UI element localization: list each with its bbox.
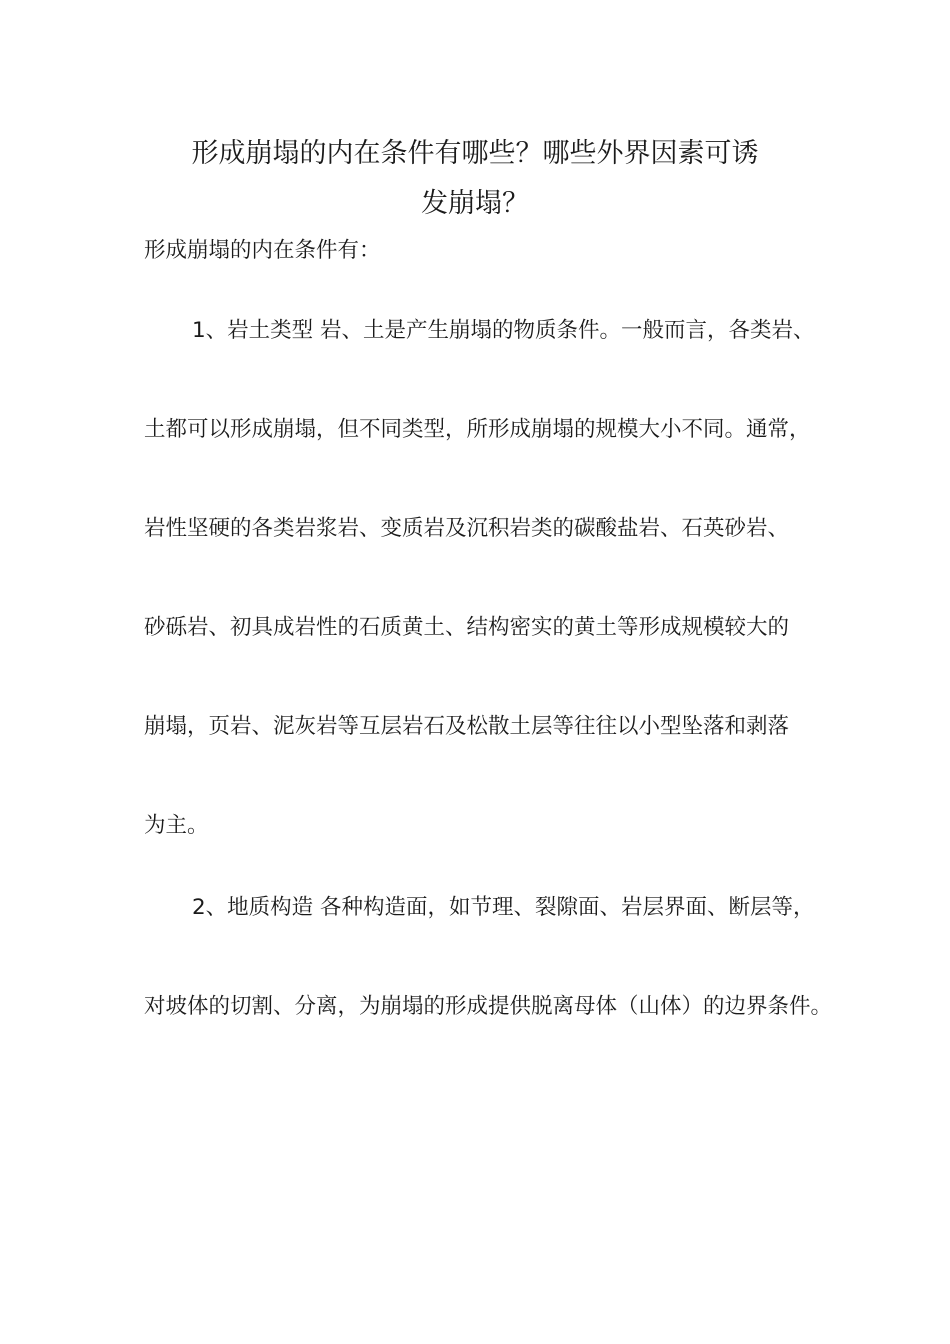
paragraph-1-line-5: 崩塌，页岩、泥灰岩等互层岩石及松散土层等往往以小型坠落和剥落	[144, 714, 790, 739]
intro-heading: 形成崩塌的内在条件有：	[144, 238, 381, 263]
document-title-line-2: 发崩塌？	[421, 188, 529, 219]
paragraph-2-line-1: 2、地质构造 各种构造面，如节理、裂隙面、岩层界面、断层等，	[192, 895, 815, 920]
document-title-line-1: 形成崩塌的内在条件有哪些？哪些外界因素可诱	[191, 138, 759, 169]
paragraph-1-line-1: 1、岩土类型 岩、土是产生崩塌的物质条件。一般而言，各类岩、	[192, 318, 815, 343]
paragraph-2-line-2: 对坡体的切割、分离，为崩塌的形成提供脱离母体（山体）的边界条件。	[144, 994, 833, 1019]
paragraph-1-line-2: 土都可以形成崩塌，但不同类型，所形成崩塌的规模大小不同。通常，	[144, 417, 811, 442]
paragraph-1-line-4: 砂砾岩、初具成岩性的石质黄土、结构密实的黄土等形成规模较大的	[144, 615, 790, 640]
paragraph-1-line-6: 为主。	[144, 813, 209, 838]
paragraph-1-line-3: 岩性坚硬的各类岩浆岩、变质岩及沉积岩类的碳酸盐岩、石英砂岩、	[144, 516, 790, 541]
